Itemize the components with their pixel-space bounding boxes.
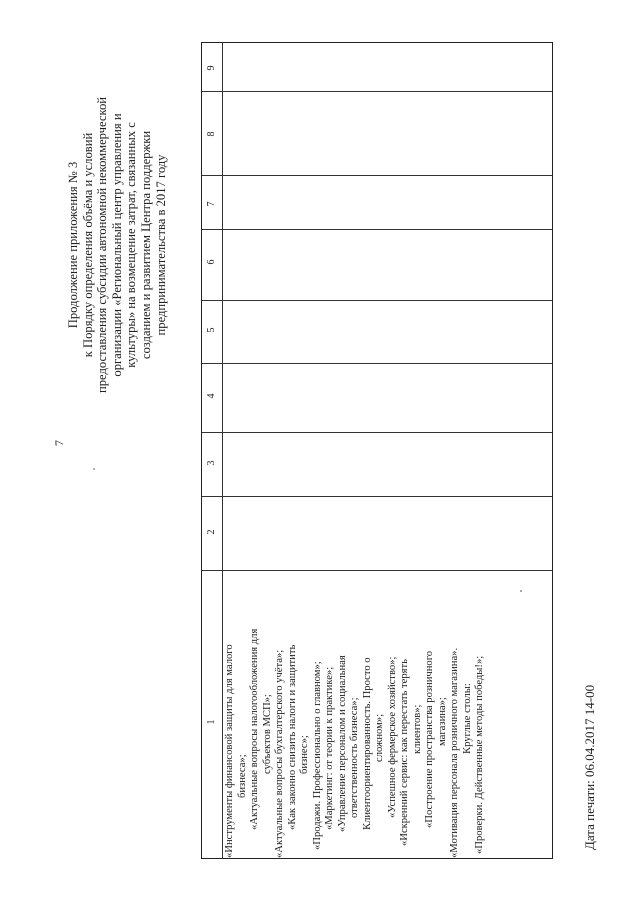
header-column-divider [222,43,223,858]
row-divider [202,432,552,433]
table-line: «Проверки. Действенные методы победы!»; [474,655,485,854]
table-line: субъектов МСП»; [261,694,273,774]
table-line: «Управление персоналом и социальная [336,655,348,832]
header-line: созданием и развитием Центра поддержки [138,130,153,360]
table-line: «Актуальные вопросы налогообложения для [249,628,260,830]
table-line: ответственность бизнеса»; [349,697,360,818]
table-line: «Как законно снизить налоги и защитить [286,644,298,830]
subsidy-table [201,42,553,859]
table-line: сложном»; [374,713,385,762]
table-line: «Успешное фермерское хозяйство»; [386,656,398,818]
table-line: клиентов»; [411,704,423,754]
page-number: 7 [52,440,66,446]
header-line: культуры» на возмещение затрат, связанных с [124,122,139,368]
row-divider [202,91,552,92]
table-line: «Мотивация персонала розничного магазина». [449,647,460,858]
column-number: 9 [206,65,217,71]
row-divider [202,496,552,497]
row-divider [202,175,552,176]
table-line: «Построение пространства розничного [424,650,435,828]
column-number: 4 [206,393,217,399]
column-number: 8 [206,131,217,137]
table-line: «Продажи. Профессионально о главном»; [311,661,323,850]
row-divider [202,300,552,301]
header-line: организации «Региональный центр управления и [109,113,124,377]
column-number: 3 [206,460,217,466]
table-line: «Искренний сервис: как перестать терять [399,659,410,846]
scan-speck [93,468,95,470]
table-line: «Актуальные вопросы бухгалтерского учёта»; [274,649,285,858]
column-number: 7 [206,201,217,207]
row-divider [202,363,552,364]
table-line: Клиентоориентированность. Просто о [361,657,373,830]
table-line: бизнес»; [299,735,310,774]
column-number: 1 [206,719,217,725]
column-1-text [224,570,485,858]
header-line: предоставления субсидии автономной некоммерческой [95,97,110,393]
column-number: 2 [206,529,217,535]
print-date: Дата печати: 06.04.2017 14-00 [582,684,597,850]
header-line: Продолжение приложения № 3 [66,161,80,329]
table-line: «Инструменты финансовой защиты для малого [224,644,235,858]
appendix-header [66,45,168,445]
table-line: бизнеса»; [236,754,248,798]
column-number: 5 [206,327,217,333]
row-divider [202,229,552,230]
header-line: предпринимательства в 2017 году [153,154,168,336]
column-number: 6 [206,259,217,265]
table-line: «Маркетинг: от теории к практике»; [324,666,335,830]
table-line: Круглые столы: [461,683,473,754]
header-line: к Порядку определения объёма и условий [80,132,95,358]
table-line: магазина»; [436,697,448,746]
